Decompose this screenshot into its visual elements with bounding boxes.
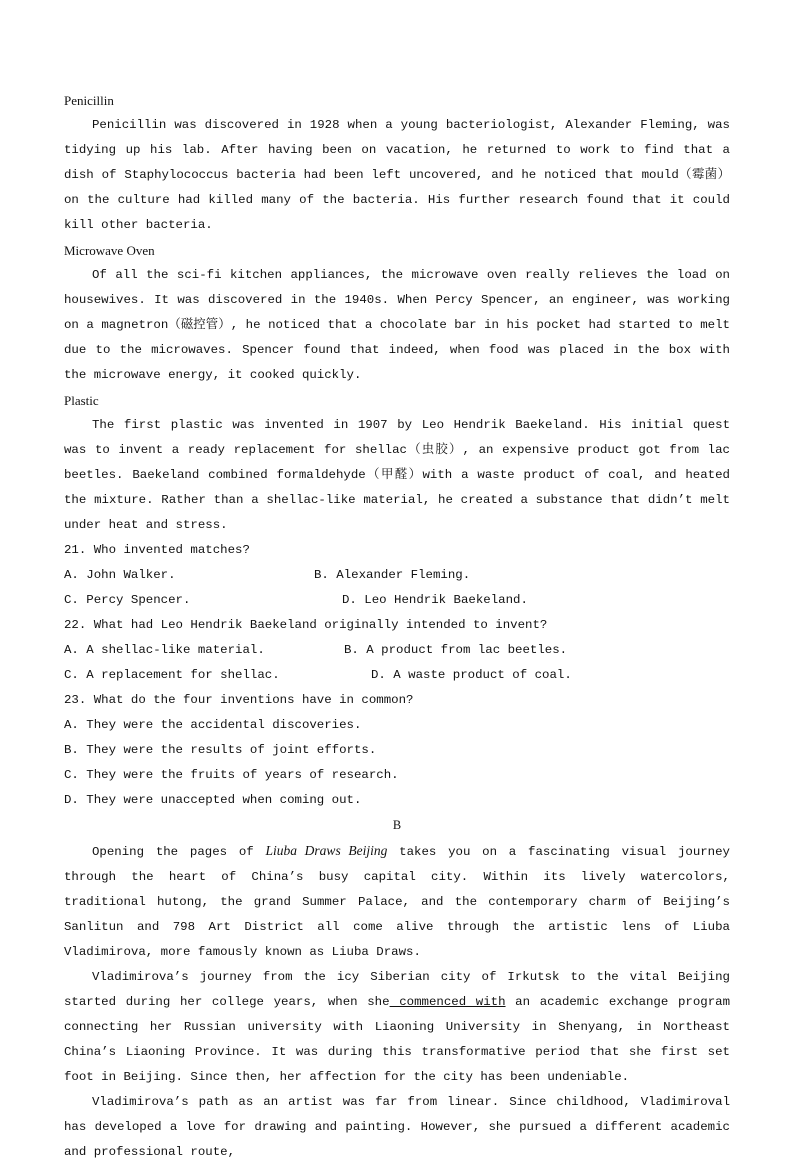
paragraph-b-1-rest: takes you on a fascinating visual journey through the heart of China’s busy capital city. Within its lively watercolors, traditional hutong, the grand Summer Palace, and the contemporary charm of Beijing’s Sanlitun and 798 Art District all come alive through the artistic lens of Liuba Vladimirova, more famously known as Liuba Draws. xyxy=(64,845,730,959)
paragraph-b-2-rest: an academic exchange program connecting her Russian university with Liaoning University in Shenyang, in Northeast China’s Liaoning Province. It was during this transformative period that she first set foot in Beijing. Since then, her affection for the city has been undeniable. xyxy=(64,995,731,1084)
paragraph-microwave-oven: Of all the sci-fi kitchen appliances, the microwave oven really relieves the load on housewives. It was discovered in the 1940s. When Percy Spencer, an engineer, was working on a magnetron（磁控管）, he noticed that a chocolate bar in his pocket had started to melt due to the microwaves. Spencer found that indeed, when food was placed in the box with the microwave energy, it cooked quickly. xyxy=(64,268,730,382)
question-21-stem: 21. Who invented matches? xyxy=(64,543,250,557)
paragraph-b-2 xyxy=(64,965,730,1090)
question-23-stem: 23. What do the four inventions have in common? xyxy=(64,693,414,707)
paragraph-b-3: Vladimirova’s path as an artist was far from linear. Since childhood, Vladimiroval has developed a love for drawing and painting. However, she pursued a different academic and professional route, xyxy=(64,1095,730,1159)
question-21-options-row-2 xyxy=(64,588,730,613)
question-21-option-c[interactable]: C. Percy Spencer. xyxy=(64,593,191,607)
question-22-option-c[interactable]: C. A replacement for shellac. xyxy=(64,668,280,682)
question-22-options-row-2 xyxy=(64,663,730,688)
document-page xyxy=(64,88,730,1165)
question-21-options-row-1 xyxy=(64,563,730,588)
paragraph-penicillin: Penicillin was discovered in 1928 when a young bacteriologist, Alexander Fleming, was tidying up his lab. After having been on vacation, he returned to work to find that a dish of Staphylococcus bacteria had been left uncovered, and he noticed that mould（霉菌）on the culture had killed many of the bacteria. His further research found that it could kill other bacteria. xyxy=(64,118,730,232)
paragraph-b-1 xyxy=(64,838,730,965)
question-23-option-b[interactable]: B. They were the results of joint efforts. xyxy=(64,743,377,757)
underlined-phrase: commenced with xyxy=(389,995,506,1009)
section-b-label: B xyxy=(392,818,402,832)
question-23-option-d[interactable]: D. They were unaccepted when coming out. xyxy=(64,793,362,807)
question-22-option-a[interactable]: A. A shellac-like material. xyxy=(64,643,265,657)
question-21-option-b[interactable]: B. Alexander Fleming. xyxy=(314,568,471,582)
question-21-option-d[interactable]: D. Leo Hendrik Baekeland. xyxy=(342,593,528,607)
heading-microwave-oven: Microwave Oven xyxy=(64,243,155,258)
question-23-option-a[interactable]: A. They were the accidental discoveries. xyxy=(64,718,362,732)
question-21-option-a[interactable]: A. John Walker. xyxy=(64,568,176,582)
heading-penicillin: Penicillin xyxy=(64,93,114,108)
paragraph-b-2-start: Vladimirova’s journey from the icy Siberian city of Irkutsk to the vital Beijing started during her college years, when she xyxy=(64,970,730,1009)
paragraph-plastic: The first plastic was invented in 1907 by Leo Hendrik Baekeland. His initial quest was to invent a ready replacement for shellac（虫胶）, an expensive product got from lac beetles. Baekeland combined formaldehyde（甲醛）with a waste product of coal, and heated the mixture. Rather than a shellac-like material, he created a substance that didn’t melt under heat and stress. xyxy=(64,418,730,532)
question-22-option-b[interactable]: B. A product from lac beetles. xyxy=(344,643,568,657)
book-title: Liuba Draws Beijing xyxy=(265,843,388,858)
question-23-option-c[interactable]: C. They were the fruits of years of research. xyxy=(64,768,399,782)
question-22-stem: 22. What had Leo Hendrik Baekeland originally intended to invent? xyxy=(64,618,548,632)
paragraph-b-1-start: Opening the pages of xyxy=(92,845,266,859)
heading-plastic: Plastic xyxy=(64,393,99,408)
question-22-option-d[interactable]: D. A waste product of coal. xyxy=(371,668,572,682)
question-22-options-row-1 xyxy=(64,638,730,663)
